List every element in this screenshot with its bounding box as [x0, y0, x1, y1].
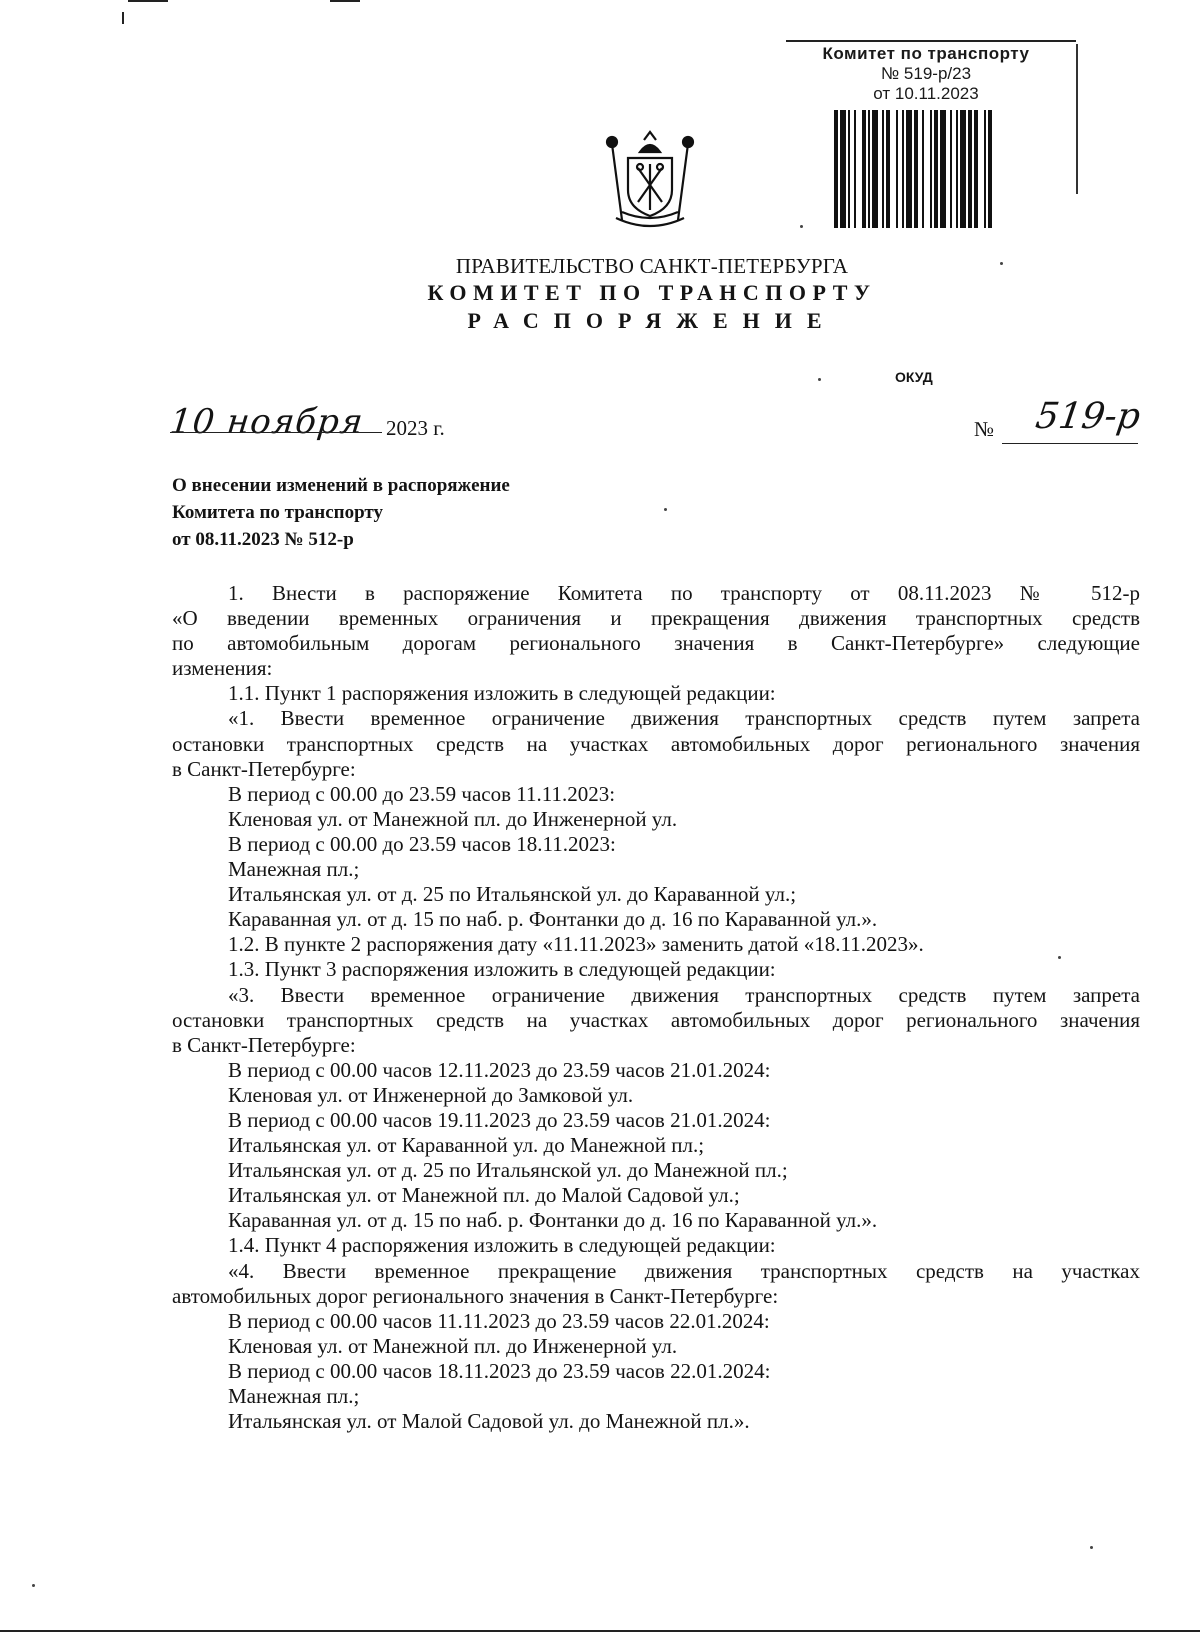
scan-speck	[32, 1584, 35, 1587]
barcode-icon	[834, 110, 1030, 228]
scan-speck	[1000, 262, 1003, 265]
barcode-bar	[930, 110, 932, 228]
coat-of-arms-icon	[600, 124, 700, 228]
scan-artifact	[128, 0, 168, 2]
body-line: в Санкт-Петербурге:	[172, 756, 356, 781]
barcode-bar	[974, 110, 978, 228]
body-line: остановки транспортных средств на участках автомобильных дорог регионального значения	[172, 731, 1140, 756]
scan-speck	[800, 225, 803, 228]
stamp-reg-number: № 519-р/23	[880, 64, 972, 83]
subject-line: от 08.11.2023 № 512-р	[172, 529, 354, 550]
body-line: Итальянская ул. от Караванной ул. до Манежной пл.;	[228, 1133, 705, 1158]
stamp-border	[786, 40, 1076, 42]
registration-stamp	[786, 36, 1084, 196]
body-line: 1.1. Пункт 1 распоряжения изложить в следующей редакции:	[228, 681, 776, 706]
stamp-border	[1076, 44, 1078, 194]
barcode-bar	[984, 110, 986, 228]
government-title: ПРАВИТЕЛЬСТВО САНКТ-ПЕТЕРБУРГА	[455, 254, 849, 278]
body-line: 1.3. Пункт 3 распоряжения изложить в следующей редакции:	[228, 957, 776, 982]
number-sign: №	[974, 417, 995, 441]
body-line: в Санкт-Петербурге:	[172, 1032, 356, 1057]
body-line: Манежная пл.;	[228, 1384, 360, 1408]
body-line: Караванная ул. от д. 15 по наб. р. Фонтанки до д. 16 по Караванной ул.».	[228, 907, 878, 932]
scan-speck	[1058, 956, 1061, 959]
handwritten-number: 519-р	[1033, 396, 1143, 437]
barcode-bar	[882, 110, 884, 228]
body-line: «3. Ввести временное ограничение движения транспортных средств путем запрета	[228, 982, 1140, 1007]
body-line: автомобильных дорог регионального значения в Санкт-Петербурге:	[172, 1283, 779, 1308]
barcode-bar	[934, 110, 938, 228]
body-line: Итальянская ул. от д. 25 по Итальянской ул. до Караванной ул.;	[228, 882, 797, 907]
body-line: Кленовая ул. от Инженерной до Замковой ул.	[228, 1082, 634, 1107]
subject-line: О внесении изменений в распоряжение	[172, 475, 510, 496]
document-subject	[172, 472, 510, 553]
barcode-bar	[956, 110, 958, 228]
stamp-org: Комитет по транспорту	[822, 44, 1030, 63]
body-line: В период с 00.00 до 23.59 часов 11.11.2023:	[228, 781, 616, 806]
barcode-bar	[848, 110, 850, 228]
body-line: Кленовая ул. от Манежной пл. до Инженерной ул.	[228, 806, 678, 831]
body-line: В период с 00.00 часов 18.11.2023 до 23.59 часов 22.01.2024:	[228, 1358, 771, 1383]
body-line: «4. Ввести временное прекращение движения транспортных средств на участках	[228, 1258, 1140, 1283]
body-line: 1.4. Пункт 4 распоряжения изложить в следующей редакции:	[228, 1233, 776, 1258]
body-line: Кленовая ул. от Манежной пл. до Инженерной ул.	[228, 1333, 678, 1358]
handwritten-date: 10 ноября	[167, 402, 366, 442]
body-line: 1. Внести в распоряжение Комитета по транспорту от 08.11.2023 № 512-р	[228, 581, 1140, 605]
barcode-bar	[940, 110, 946, 228]
scan-artifact	[0, 1630, 1200, 1632]
body-line: В период с 00.00 часов 11.11.2023 до 23.59 часов 22.01.2024:	[228, 1308, 770, 1333]
body-line: Итальянская ул. от Манежной пл. до Малой Садовой ул.;	[228, 1183, 740, 1208]
scan-speck	[1090, 1546, 1093, 1549]
barcode-bar	[886, 110, 890, 228]
barcode-bar	[922, 110, 924, 228]
body-line: Итальянская ул. от Малой Садовой ул. до Манежной пл.».	[228, 1409, 750, 1434]
date-underline	[170, 432, 382, 433]
body-line: остановки транспортных средств на участках автомобильных дорог регионального значения	[172, 1007, 1140, 1032]
barcode-bar	[914, 110, 918, 228]
body-line: «1. Ввести временное ограничение движения транспортных средств путем запрета	[228, 706, 1140, 731]
scan-speck	[664, 508, 667, 511]
body-line: по автомобильным дорогам регионального значения в Санкт-Петербурге» следующие	[172, 631, 1140, 656]
okud-label: ОКУД	[895, 369, 933, 385]
body-line: «О введении временных ограничения и прекращения движения транспортных средств	[172, 606, 1140, 631]
number-underline	[1002, 443, 1138, 444]
body-line: В период с 00.00 часов 12.11.2023 до 23.59 часов 21.01.2024:	[228, 1057, 771, 1082]
barcode-bar	[854, 110, 856, 228]
barcode-bar	[906, 110, 912, 228]
scan-artifact	[122, 12, 124, 24]
document-body	[172, 581, 1140, 1434]
body-line: изменения:	[172, 656, 273, 681]
body-line: В период с 00.00 до 23.59 часов 18.11.2023:	[228, 831, 616, 856]
year-label: 2023 г.	[386, 416, 445, 440]
document-type-title: РАСПОРЯЖЕНИЕ	[467, 308, 837, 333]
subject-line: Комитета по транспорту	[172, 502, 383, 523]
barcode-bar	[834, 110, 838, 228]
barcode-bar	[872, 110, 878, 228]
barcode-bar	[868, 110, 870, 228]
barcode-bar	[862, 110, 866, 228]
barcode-bar	[840, 110, 846, 228]
scan-speck	[818, 378, 821, 381]
barcode-bar	[988, 110, 992, 228]
body-line: 1.2. В пункте 2 распоряжения дату «11.11.2023» заменить датой «18.11.2023».	[228, 932, 924, 957]
stamp-reg-date: от 10.11.2023	[873, 84, 979, 103]
body-line: Итальянская ул. от д. 25 по Итальянской ул. до Манежной пл.;	[228, 1158, 788, 1183]
barcode-bar	[968, 110, 972, 228]
committee-title: КОМИТЕТ ПО ТРАНСПОРТУ	[427, 280, 877, 305]
scan-artifact	[330, 0, 360, 2]
body-line: В период с 00.00 часов 19.11.2023 до 23.59 часов 21.01.2024:	[228, 1107, 771, 1132]
barcode-bar	[960, 110, 966, 228]
body-line: Караванная ул. от д. 15 по наб. р. Фонтанки до д. 16 по Караванной ул.».	[228, 1208, 878, 1233]
barcode-bar	[902, 110, 904, 228]
barcode-bar	[950, 110, 952, 228]
barcode-bar	[896, 110, 898, 228]
body-line: Манежная пл.;	[228, 857, 360, 882]
